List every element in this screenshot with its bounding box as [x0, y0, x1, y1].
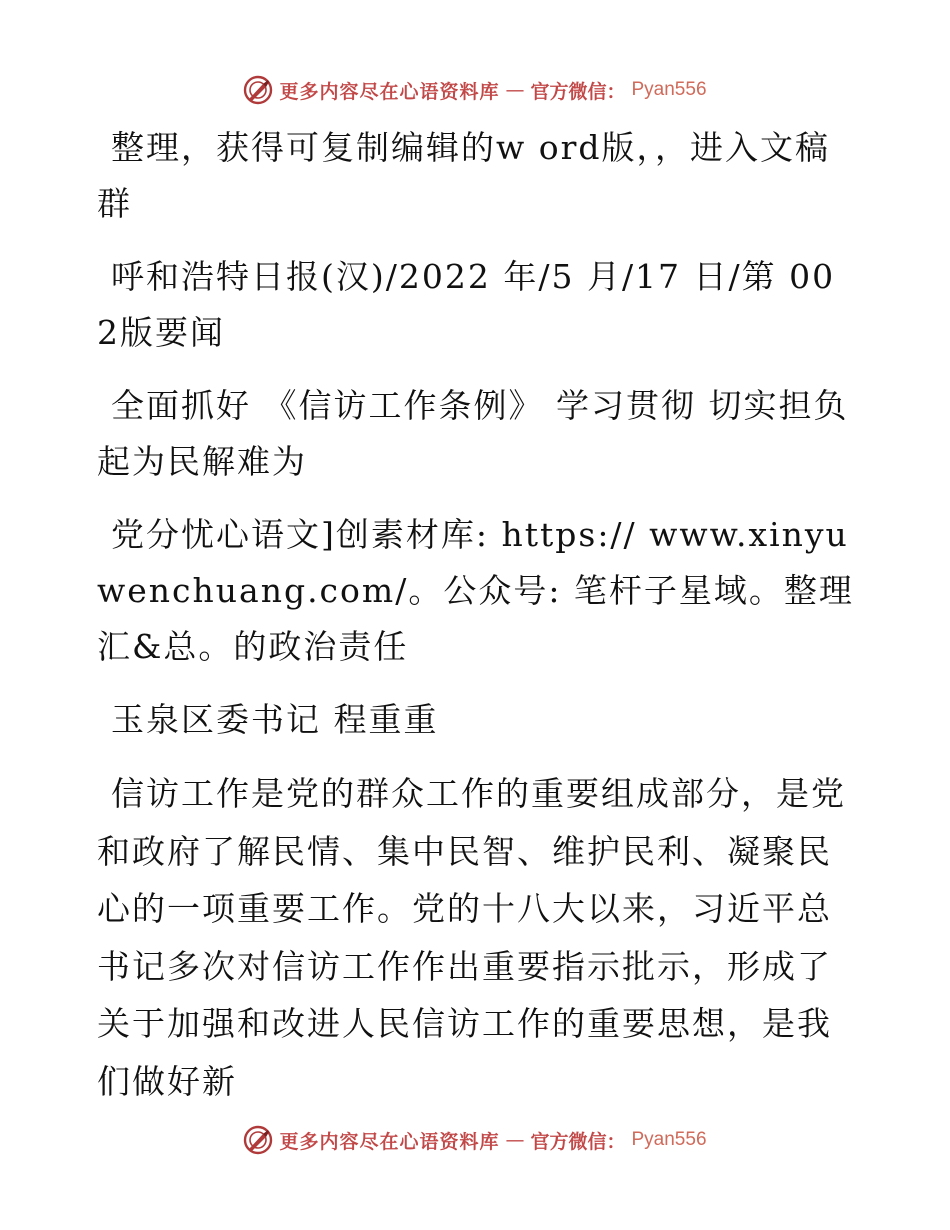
- banner-wechat-id: Pyan556: [631, 1129, 707, 1150]
- banner-dash: —: [505, 1129, 525, 1151]
- paragraph-text: 整理，获得可复制编辑的w ord版，，进入文稿群: [97, 128, 831, 223]
- pen-logo-icon: [243, 75, 273, 105]
- paragraph-text: 党分忧心语文]创素材库: https:// www.xinyuwenchuang.com/。公众号: 笔杆子星域。整理汇&总。的政治责任: [97, 515, 854, 666]
- banner-text: 更多内容尽在心语资料库: [279, 80, 500, 103]
- document-body: [97, 120, 857, 1127]
- pen-logo-icon: [243, 1125, 273, 1155]
- header-watermark-banner: [0, 70, 950, 110]
- paragraph: [97, 765, 857, 1110]
- banner-wechat-id: Pyan556: [631, 79, 707, 100]
- paragraph: [97, 507, 857, 675]
- banner-wechat-label: 官方微信：: [530, 80, 626, 103]
- banner-text: 更多内容尽在心语资料库: [279, 1130, 500, 1153]
- paragraph-text: 玉泉区委书记 程重重: [111, 700, 439, 739]
- paragraph: [97, 249, 857, 361]
- paragraph-text: 全面抓好 《信访工作条例》 学习贯彻 切实担负起为民解难为: [97, 386, 849, 481]
- banner-dash: —: [505, 79, 525, 101]
- paragraph: [97, 120, 857, 232]
- article-title: [97, 378, 857, 490]
- paragraph-text: 呼和浩特日报(汉)/2022 年/5 月/17 日/第 002版要闻: [97, 257, 836, 352]
- footer-watermark-banner: [0, 1120, 950, 1160]
- author-line: [97, 692, 857, 748]
- banner-wechat-label: 官方微信：: [530, 1130, 626, 1153]
- paragraph-text: 信访工作是党的群众工作的重要组成部分，是党和政府了解民情、集中民智、维护民利、凝聚民心的一项重要工作。党的十八大以来，习近平总书记多次对信访工作作出重要指示批示，形成了关于加强和改进人民信访工作的重要思想，是我们做好新: [97, 774, 846, 1101]
